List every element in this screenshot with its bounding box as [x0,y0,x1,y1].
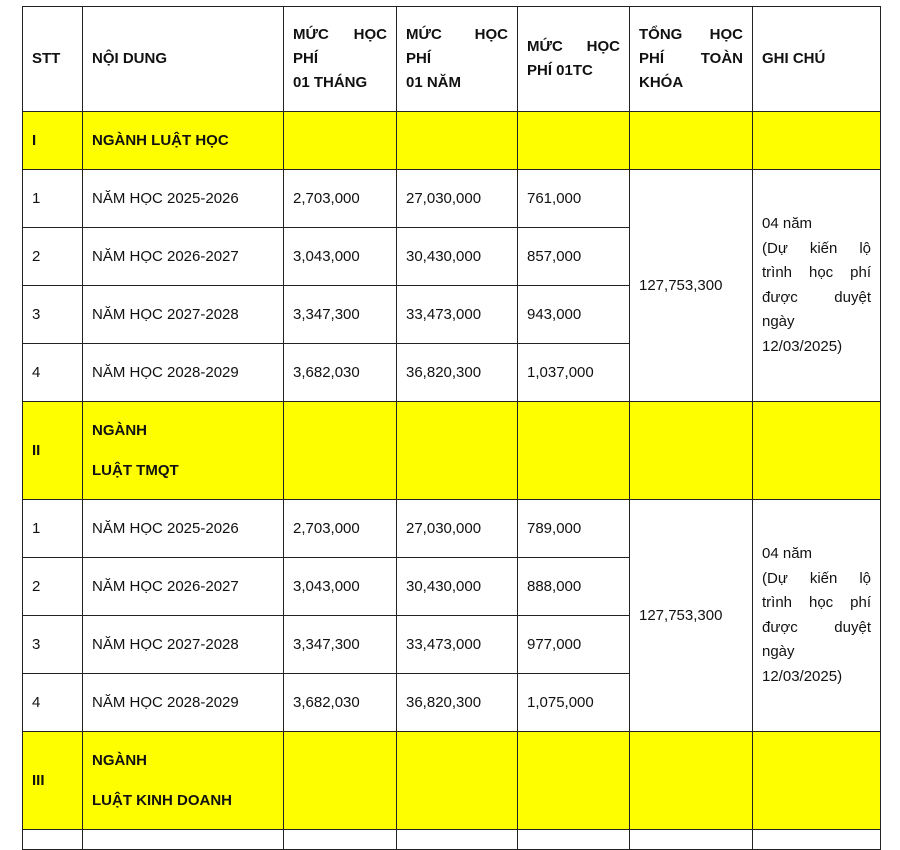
cell-note [753,500,881,732]
section-title [83,732,284,830]
header-muc-tc [518,7,630,112]
header-muc-tc-l1: MỨC HỌC [527,38,620,55]
header-tong [630,7,753,112]
note-line: (Dự kiến lộ [762,239,871,257]
header-row [23,7,881,112]
cell-year: 30,430,000 [397,558,518,616]
table-row [23,170,881,228]
cell-tc: 1,075,000 [518,674,630,732]
cell-year: 27,030,000 [397,500,518,558]
note-line: được duyệt [762,618,871,636]
cell-name: NĂM HỌC 2028-2029 [83,344,284,402]
section-title-l1: NGÀNH [92,751,147,769]
cell-tc: 761,000 [518,170,630,228]
section-row [23,402,881,500]
cell-year: 36,820,300 [397,674,518,732]
tuition-table [22,6,881,850]
header-muc-nam-l2: PHÍ [406,50,432,67]
cell-month: 3,682,030 [284,344,397,402]
section-row [23,732,881,830]
header-ghi-chu: GHI CHÚ [753,7,881,112]
header-muc-tc-l2: PHÍ 01TC [527,62,593,79]
cell-name: NĂM HỌC 2025-2026 [83,500,284,558]
cell-month: 2,703,000 [284,500,397,558]
header-tong-l3: KHÓA [639,74,684,91]
note-line: 04 năm [762,215,813,232]
cell-total: 127,753,300 [630,170,753,402]
cell-stt: 3 [23,616,83,674]
cell-note [753,170,881,402]
cell-tc: 977,000 [518,616,630,674]
header-noi-dung: NỘI DUNG [83,7,284,112]
header-muc-thang-l2: PHÍ [293,50,319,67]
section-title-l2: LUẬT KINH DOANH [92,791,232,809]
note-line: ngày [762,313,795,330]
note-line: 04 năm [762,545,813,562]
cell-month: 2,703,000 [284,170,397,228]
cell-tc: 943,000 [518,286,630,344]
section-title [83,402,284,500]
cell-year: 27,030,000 [397,170,518,228]
header-muc-thang-l1: MỨC HỌC [293,26,387,43]
cell-stt: 4 [23,344,83,402]
table-row [23,500,881,558]
cell-month: 3,682,030 [284,674,397,732]
table-row-partial [23,830,881,850]
section-roman: II [23,402,83,500]
note-line: ngày [762,643,795,660]
note-line: (Dự kiến lộ [762,569,871,587]
section-roman: III [23,732,83,830]
cell-month: 3,347,300 [284,286,397,344]
note-line: được duyệt [762,288,871,306]
section-title-l2: LUẬT TMQT [92,461,179,479]
section-roman: I [23,112,83,170]
cell-year: 36,820,300 [397,344,518,402]
header-muc-thang-l3: 01 THÁNG [293,74,368,91]
cell-name: NĂM HỌC 2027-2028 [83,286,284,344]
cell-stt: 2 [23,558,83,616]
header-muc-nam [397,7,518,112]
cell-tc: 789,000 [518,500,630,558]
note-line: trình học phí [762,594,871,611]
header-tong-l2: PHÍ TOÀN [639,50,743,67]
cell-month: 3,347,300 [284,616,397,674]
cell-stt: 2 [23,228,83,286]
cell-stt: 3 [23,286,83,344]
cell-stt: 4 [23,674,83,732]
cell-tc: 1,037,000 [518,344,630,402]
section-row [23,112,881,170]
section-title: NGÀNH LUẬT HỌC [83,112,284,170]
cell-month: 3,043,000 [284,228,397,286]
cell-name: NĂM HỌC 2027-2028 [83,616,284,674]
cell-stt: 1 [23,500,83,558]
cell-total: 127,753,300 [630,500,753,732]
header-stt: STT [23,7,83,112]
note-line: 12/03/2025) [762,667,843,685]
cell-year: 33,473,000 [397,286,518,344]
note-line: trình học phí [762,264,871,281]
cell-year: 33,473,000 [397,616,518,674]
cell-stt: 1 [23,170,83,228]
cell-name: NĂM HỌC 2026-2027 [83,228,284,286]
header-muc-thang [284,7,397,112]
cell-name: NĂM HỌC 2025-2026 [83,170,284,228]
header-muc-nam-l3: 01 NĂM [406,74,462,91]
cell-name: NĂM HỌC 2028-2029 [83,674,284,732]
cell-tc: 857,000 [518,228,630,286]
header-tong-l1: TỔNG HỌC [639,26,743,43]
cell-month: 3,043,000 [284,558,397,616]
note-line: 12/03/2025) [762,337,843,355]
cell-year: 30,430,000 [397,228,518,286]
section-title-l1: NGÀNH [92,421,147,439]
header-muc-nam-l1: MỨC HỌC [406,26,508,43]
cell-name: NĂM HỌC 2026-2027 [83,558,284,616]
cell-tc: 888,000 [518,558,630,616]
